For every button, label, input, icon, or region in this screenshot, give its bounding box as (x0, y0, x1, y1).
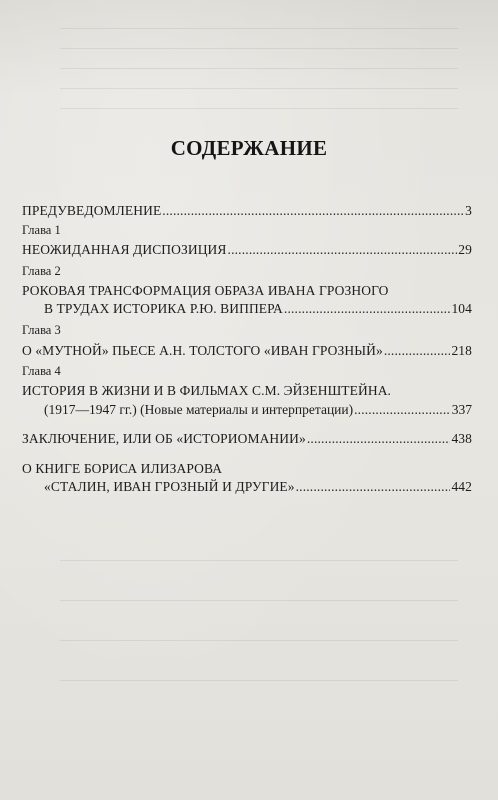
show-through-line (60, 28, 458, 29)
show-through-line (60, 108, 458, 109)
toc-entry-foreword[interactable] (22, 203, 472, 219)
toc-leader-dots (307, 431, 451, 447)
toc-leader-dots (284, 301, 451, 317)
toc-page-number: 3 (465, 203, 472, 218)
toc-chapter-label: Глава 3 (22, 323, 61, 337)
toc-page-number: 438 (451, 431, 472, 446)
toc-entry-title: «СТАЛИН, ИВАН ГРОЗНЫЙ И ДРУГИЕ» (44, 479, 295, 494)
toc-entry-title: О «МУТНОЙ» ПЬЕСЕ А.Н. ТОЛСТОГО «ИВАН ГРОЗНЫЙ» (22, 343, 383, 358)
toc-leader-dots (228, 242, 458, 258)
toc-leader-dots (354, 402, 451, 418)
toc-entry-conclusion[interactable] (22, 431, 472, 447)
toc-entry-title: ЗАКЛЮЧЕНИЕ, ИЛИ ОБ «ИСТОРИОМАНИИ» (22, 431, 306, 446)
toc-page-number: 442 (451, 479, 472, 494)
toc-leader-dots (384, 343, 451, 359)
toc-entry-title-line[interactable]: РОКОВАЯ ТРАНСФОРМАЦИЯ ОБРАЗА ИВАНА ГРОЗНОГО (22, 283, 389, 298)
toc-page-number: 104 (451, 301, 472, 316)
toc-chapter-label: Глава 4 (22, 364, 61, 378)
show-through-line (60, 88, 458, 89)
toc-page-number: 337 (451, 402, 472, 417)
toc-entry-title: НЕОЖИДАННАЯ ДИСПОЗИЦИЯ (22, 242, 227, 257)
toc-page-number: 29 (458, 242, 472, 257)
toc-entry-chapter-3[interactable] (22, 343, 472, 359)
show-through-line (60, 600, 458, 601)
toc-entry-title-line[interactable]: ИСТОРИЯ В ЖИЗНИ И В ФИЛЬМАХ С.М. ЭЙЗЕНШТЕЙНА. (22, 383, 392, 398)
show-through-line (60, 680, 458, 681)
toc-entry-chapter-1[interactable] (22, 242, 472, 258)
toc-entry-title: В ТРУДАХ ИСТОРИКА Р.Ю. ВИППЕРА (44, 301, 283, 316)
page-title: СОДЕРЖАНИЕ (170, 136, 328, 160)
toc-entry-chapter-4[interactable] (44, 402, 472, 418)
toc-entry-title: ПРЕДУВЕДОМЛЕНИЕ (22, 203, 162, 218)
toc-leader-dots (162, 203, 464, 219)
toc-entry-title-line[interactable]: О КНИГЕ БОРИСА ИЛИЗАРОВА (22, 461, 223, 476)
show-through-line (60, 48, 458, 49)
show-through-line (60, 560, 458, 561)
toc-entry-about-book[interactable] (44, 479, 472, 495)
toc-entry-title: (1917—1947 гг.) (Новые материалы и интерпретации) (44, 402, 354, 417)
toc-chapter-label: Глава 1 (22, 223, 61, 237)
toc-page-number: 218 (451, 343, 472, 358)
toc-chapter-label: Глава 2 (22, 264, 61, 278)
show-through-line (60, 640, 458, 641)
show-through-line (60, 68, 458, 69)
toc-entry-chapter-2[interactable] (44, 301, 472, 317)
toc-leader-dots (296, 479, 451, 495)
